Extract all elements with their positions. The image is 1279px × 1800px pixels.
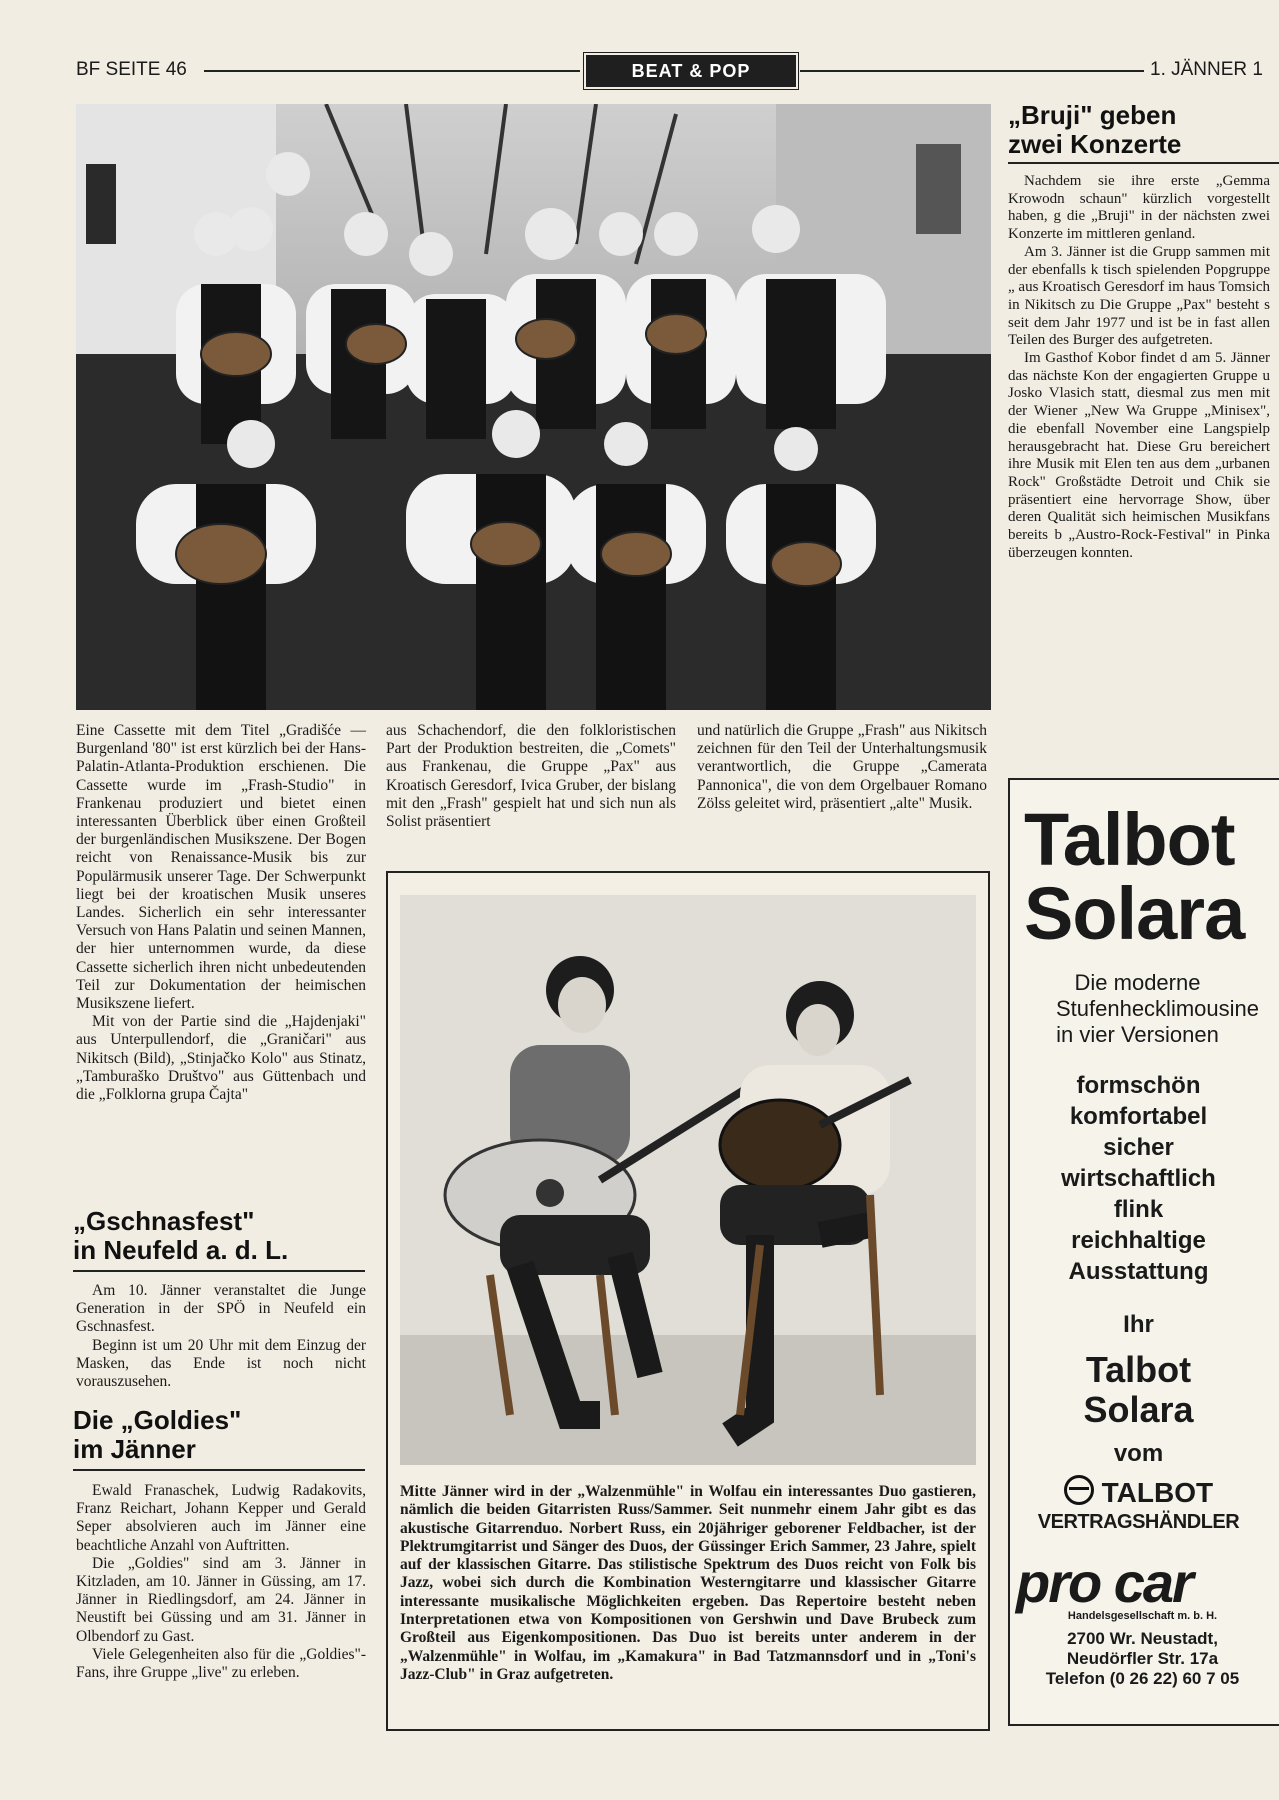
gschnasfest-paragraph-2: Beginn ist um 20 Uhr mit dem Einzug der Masken, das Ende ist noch nicht vorauszusehen.: [76, 1336, 366, 1391]
issue-date: 1. JÄNNER 1: [1150, 59, 1263, 80]
goldies-body: [76, 1482, 366, 1682]
ad-brand-line2: Solara: [1024, 872, 1245, 955]
gschnasfest-paragraph-1: Am 10. Jänner veranstaltet die Junge Generation in der SPÖ in Neufeld ein Gschnasfest.: [76, 1282, 366, 1336]
ad-address-1: 2700 Wr. Neustadt,: [1067, 1629, 1218, 1648]
cassette-paragraph-1: Eine Cassette mit dem Titel „Gradišće — Burgenland '80" ist erst kürzlich bei der Hans-Palatin-Atlanta-Produktion erschienen. Die Cassette wurde im „Frash-Studio" in Frankenau produziert und bietet einen interessanten Überblick über einen Großteil der burgenländischen Musikszene. Der Bogen reicht von Renaissance-Musik bis zur Populärmusik unserer Tage. Der Schwerpunkt liegt bei der kroatischen Musik unseres Landes. Sicherlich ein sehr interessanter Versuch von Hans Palatin und seinen Mannen, der hier unternommen wurde, da diese Cassette sicherlich ihren nicht unbedeutenden Teil zur Dokumentation der heimischen Musikszene liefert.: [76, 722, 366, 1013]
ad-feature: komfortabel: [1069, 1103, 1208, 1130]
ad-feature: Ausstattung: [1068, 1258, 1209, 1285]
ad-brand2-line1: Talbot: [1085, 1349, 1192, 1390]
ad-feature: sicher: [1103, 1134, 1174, 1161]
duo-photo-image: [400, 895, 976, 1465]
ad-company-sub: Handelsgesellschaft m. b. H.: [1067, 1610, 1218, 1622]
ad-phone: Telefon (0 26 22) 60 7 05: [1045, 1669, 1240, 1688]
ad-brand-line1: Talbot: [1024, 798, 1235, 881]
gschnasfest-headline: [73, 1207, 373, 1265]
goldies-headline: [73, 1406, 373, 1464]
ad-tagline-1: Die moderne: [1074, 970, 1201, 995]
bruji-paragraph-1: Nachdem sie ihre erste „Gemma Krowodn schaun" kürzlich vorgestellt haben, g die „Bruji" in der nächsten zwei Konzerte im mittleren genland.: [1008, 173, 1270, 243]
bruji-headline: [1008, 101, 1268, 159]
bruji-body: [1008, 173, 1270, 748]
cassette-article-col1: [76, 722, 366, 1104]
bruji-rule: [1008, 162, 1279, 164]
goldies-rule: [73, 1469, 365, 1471]
gschnasfest-body: [76, 1282, 366, 1391]
ad-vom: vom: [1113, 1440, 1164, 1467]
gschnasfest-title-line2: in Neufeld a. d. L.: [73, 1235, 289, 1265]
section-label: BEAT & POP: [586, 55, 796, 87]
ad-ihr: Ihr: [1123, 1311, 1154, 1338]
duo-caption: Mitte Jänner wird in der „Walzenmühle" in Wolfau ein interessantes Duo gastieren, nämlich die beiden Gitarristen Russ/Sammer. Seit nunmehr einem Jahr gibt es das akustische Gitarrenduo. Norbert Russ, ein 20jähriger geborener Feldbacher, ist der Plektrumgitarrist und Sänger des Duos, der Güssinger Erich Sammer, 23 Jahre, spielt auf der klassischen Gitarre. Das stilistische Spektrum des Duos reicht von Folk bis Jazz, wobei sich durch die Kombination Westerngitarre und klassischer Gitarre interessante musikalische Möglichkeiten ergeben. Das Repertoire besteht neben Interpretationen etwa von Kompositionen von Gershwin und Dave Brubeck zum Großteil aus Eigenkompositionen. Das Duo ist bereits unter anderem in der „Walzenmühle" in Wolfau, im „Kamakura" in Bad Tatzmannsdorf und in „Toni's Jazz-Club" in Graz aufgetreten.: [400, 1483, 976, 1683]
ad-feature: wirtschaftlich: [1061, 1165, 1216, 1192]
ad-features: [1008, 1070, 1279, 1287]
gschnasfest-rule: [73, 1270, 365, 1272]
ad-feature: reichhaltige: [1071, 1227, 1206, 1254]
bruji-paragraph-2: Am 3. Jänner ist die Grupp sammen mit der ebenfalls k tisch spielenden Popgruppe „ aus Kroatisch Geresdorf im haus Tomsich in Nikitsch zu Die Gruppe „Pax" besteht s seit dem Jahr 1977 und ist be in fast allen Teilen des Burger des aufgetreten.: [1008, 243, 1270, 349]
bruji-title-line1: „Bruji" geben: [1008, 100, 1177, 130]
ad-brand2-line2: Solara: [1083, 1389, 1194, 1430]
gschnasfest-title-line1: „Gschnasfest": [73, 1206, 255, 1236]
cassette-article-col3: und natürlich die Gruppe „Frash" aus Nikitsch zeichnen für den Teil der Unterhaltungsmusik verantwortlich, die Gruppe „Camerata Pannonica", die von dem Orgelbauer Romano Zölss geleitet wird, präsentiert „alte" Musik.: [697, 722, 987, 812]
bruji-title-line2: zwei Konzerte: [1008, 129, 1182, 159]
goldies-paragraph-3: Viele Gelegenheiten also für die „Goldies"-Fans, ihre Gruppe „live" zu erleben.: [76, 1645, 366, 1682]
goldies-title-line1: Die „Goldies": [73, 1405, 242, 1435]
talbot-solara-ad: [1008, 778, 1279, 1726]
cassette-article-col2: aus Schachendorf, die den folkloristischen Part der Produktion bestreiten, die „Comets" aus Frankenau, die Gruppe „Pax" aus Kroatisch Geresdorf, Ivica Gruber, der bislang mit den „Frash" gespielt hat und sich nun als Solist präsentiert: [386, 722, 676, 831]
pro-car-logo: pro car: [1016, 1551, 1192, 1614]
band-photo: [76, 104, 991, 710]
ad-tagline-3: in vier Versionen: [1056, 1022, 1219, 1047]
bruji-paragraph-3: Im Gasthof Kobor findet d am 5. Jänner das nächste Kon der engagierten Gruppe u Josko Vlasich statt, diesmal zus men mit der Wiener „New Wa Gruppe „Minisex", die ebenfall November eine Langspielp herausgebracht hat. Diese Gru bereichert ihre Musik mit Elen ten aus dem „urbanen Rock" Großstädte Detroit und Chik sie präsentiert eine hervorrage Show, über deren Qualität sich heimischen Musikfans bereits b „Austro-Rock-Festival" in Pinka überzeugen konnten.: [1008, 350, 1270, 561]
header-rule-left: [204, 70, 580, 72]
cassette-paragraph-2: Mit von der Partie sind die „Hajdenjaki" aus Unterpullendorf, die „Graničari" aus Nikitsch (Bild), „Stinjačko Kolo" aus Stinatz, „Tamburaško Društvo" aus Güttenbach und die „Folklorna grupa Čajta": [76, 1013, 366, 1104]
talbot-logo-icon: [1064, 1475, 1094, 1505]
goldies-title-line2: im Jänner: [73, 1434, 196, 1464]
goldies-paragraph-1: Ewald Franaschek, Ludwig Radakovits, Franz Reichart, Johann Kepper und Gerald Seper absolvieren auch im Jänner eine beachtliche Anzahl von Auftritten.: [76, 1482, 366, 1554]
ad-dealer-logo-text: TALBOT: [1101, 1477, 1214, 1508]
duo-feature-box: [386, 871, 990, 1731]
ad-dealer: VERTRAGSHÄNDLER: [1037, 1511, 1240, 1533]
page-number: BF SEITE 46: [76, 59, 187, 80]
ad-address-2: Neudörfler Str. 17a: [1066, 1649, 1219, 1668]
goldies-paragraph-2: Die „Goldies" sind am 3. Jänner in Kitzladen, am 10. Jänner in Güssing, am 17. Jänner in Riedlingsdorf, am 24. Jänner in Neustift bei Güssing und am 31. Jänner in Olbendorf zu Gast.: [76, 1554, 366, 1645]
header-rule-right: [800, 70, 1144, 72]
ad-dealer-logo: [1008, 1475, 1279, 1509]
ad-feature: formschön: [1076, 1072, 1201, 1099]
ad-feature: flink: [1113, 1196, 1164, 1223]
duo-photo: [400, 895, 976, 1465]
ad-tagline-2: Stufenhecklimousine: [1055, 996, 1259, 1021]
band-photo-image: [76, 104, 991, 710]
